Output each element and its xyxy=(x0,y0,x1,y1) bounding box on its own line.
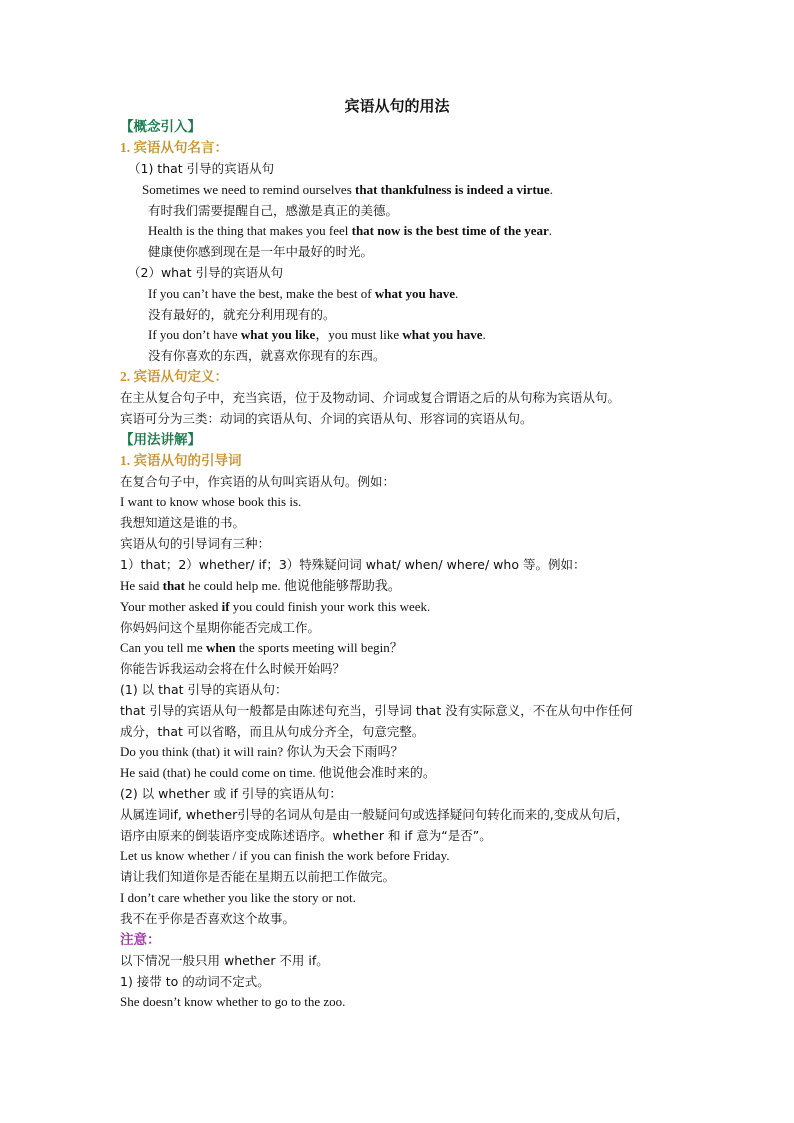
subheading-introducers: 1. 宾语从句的引导词 xyxy=(120,453,242,468)
page-title: 宾语从句的用法 xyxy=(344,99,450,115)
example-text: you could finish your work this week. xyxy=(229,599,431,614)
subheading-definition: 2. 宾语从句定义： xyxy=(120,369,228,384)
section-heading-usage: 【用法讲解】 xyxy=(120,432,201,447)
example-sentence xyxy=(120,639,403,657)
example-text: . xyxy=(455,286,459,301)
example-bold: what you like xyxy=(240,327,316,342)
example-sentence xyxy=(148,326,486,344)
example-text: Sometimes we need to remind ourselves xyxy=(142,182,356,197)
example-bold: what you have xyxy=(402,327,483,342)
example-sentence xyxy=(142,181,553,199)
example-sentence xyxy=(148,222,552,240)
example-translation: 请让我们知道你是否能在星期五以前把工作做完。 xyxy=(120,869,396,884)
body-text: 1）that；2）whether/ if；3）特殊疑问词 what/ when/ where/ who 等。例如： xyxy=(120,557,586,572)
example-sentence xyxy=(148,285,458,303)
example-text: He said xyxy=(120,578,163,593)
example-text: the sports meeting will begin？ xyxy=(235,640,403,655)
example-text: . xyxy=(549,182,553,197)
body-text: 1) 接带 to 的动词不定式。 xyxy=(120,974,270,989)
what-heading: （2）what 引导的宾语从句 xyxy=(128,265,284,280)
example-text: . xyxy=(482,327,486,342)
example-bold: that xyxy=(162,578,185,593)
subheading-quotes: 1. 宾语从句名言： xyxy=(120,140,228,155)
definition-text: 宾语可分为三类：动词的宾语从句、介词的宾语从句、形容词的宾语从句。 xyxy=(120,411,533,426)
example-text: Your mother asked xyxy=(120,599,222,614)
body-text: 语序由原来的倒装语序变成陈述语序。whether 和 if 意为“是否”。 xyxy=(120,828,492,843)
body-text: 从属连词if, whether引导的名词从句是由一般疑问句或选择疑问句转化而来的,变成从句后， xyxy=(120,807,629,822)
example-translation: 你妈妈问这个星期你能否完成工作。 xyxy=(120,620,321,635)
example-bold: that now is the best time of the year xyxy=(351,223,549,238)
example-sentence xyxy=(120,598,430,616)
example-sentence: She doesn’t know whether to go to the zoo. xyxy=(120,994,346,1009)
example-text: Health is the thing that makes you feel xyxy=(148,223,352,238)
example-text: ，you must like xyxy=(315,327,403,342)
example-translation: 有时我们需要提醒自己，感激是真正的美德。 xyxy=(148,203,399,218)
example-bold: if xyxy=(221,599,230,614)
example-translation: 你能告诉我运动会将在什么时候开始吗？ xyxy=(120,661,346,676)
that-heading: （1) that 引导的宾语从句 xyxy=(128,161,275,176)
body-text: 成分，that 可以省略，而且从句成分齐全，句意完整。 xyxy=(120,724,425,739)
example-text: If you can’t have the best, make the best of xyxy=(148,286,375,301)
example-translation: 我想知道这是谁的书。 xyxy=(120,515,246,530)
example-bold: that thankfulness is indeed a virtue xyxy=(355,182,550,197)
example-translation: 我不在乎你是否喜欢这个故事。 xyxy=(120,911,296,926)
example-text: If you don’t have xyxy=(148,327,241,342)
example-text: . xyxy=(548,223,553,238)
note-heading: 注意： xyxy=(120,932,161,947)
body-text: that 引导的宾语从句一般都是由陈述句充当，引导词 that 没有实际意义，不在从句中作任何 xyxy=(120,703,633,718)
example-translation: 健康使你感到现在是一年中最好的时光。 xyxy=(148,244,374,259)
example-sentence: I want to know whose book this is. xyxy=(120,494,302,509)
example-text: Can you tell me xyxy=(120,640,206,655)
example-sentence: He said (that) he could come on time. 他说他会准时来的。 xyxy=(120,765,436,780)
definition-text: 在主从复合句子中，充当宾语，位于及物动词、介词或复合谓语之后的从句称为宾语从句。 xyxy=(120,390,621,405)
example-translation: 没有最好的，就充分利用现有的。 xyxy=(148,307,336,322)
section-heading-concept: 【概念引入】 xyxy=(120,119,201,134)
example-sentence: Let us know whether / if you can finish the work before Friday. xyxy=(120,848,450,863)
subsection-heading: (2) 以 whether 或 if 引导的宾语从句： xyxy=(120,786,342,801)
body-text: 在复合句子中，作宾语的从句叫宾语从句。例如： xyxy=(120,474,396,489)
body-text: 宾语从句的引导词有三种： xyxy=(120,536,271,551)
example-bold: when xyxy=(205,640,236,655)
example-sentence: Do you think (that) it will rain? 你认为天会下雨吗？ xyxy=(120,744,404,759)
example-sentence: I don’t care whether you like the story or not. xyxy=(120,890,356,905)
subsection-heading: (1) 以 that 引导的宾语从句： xyxy=(120,682,288,697)
example-text: he could help me. 他说他能够帮助我。 xyxy=(185,578,401,593)
example-bold: what you have xyxy=(374,286,456,301)
example-translation: 没有你喜欢的东西，就喜欢你现有的东西。 xyxy=(148,348,386,363)
example-sentence xyxy=(120,577,401,595)
body-text: 以下情况一般只用 whether 不用 if。 xyxy=(120,953,329,968)
